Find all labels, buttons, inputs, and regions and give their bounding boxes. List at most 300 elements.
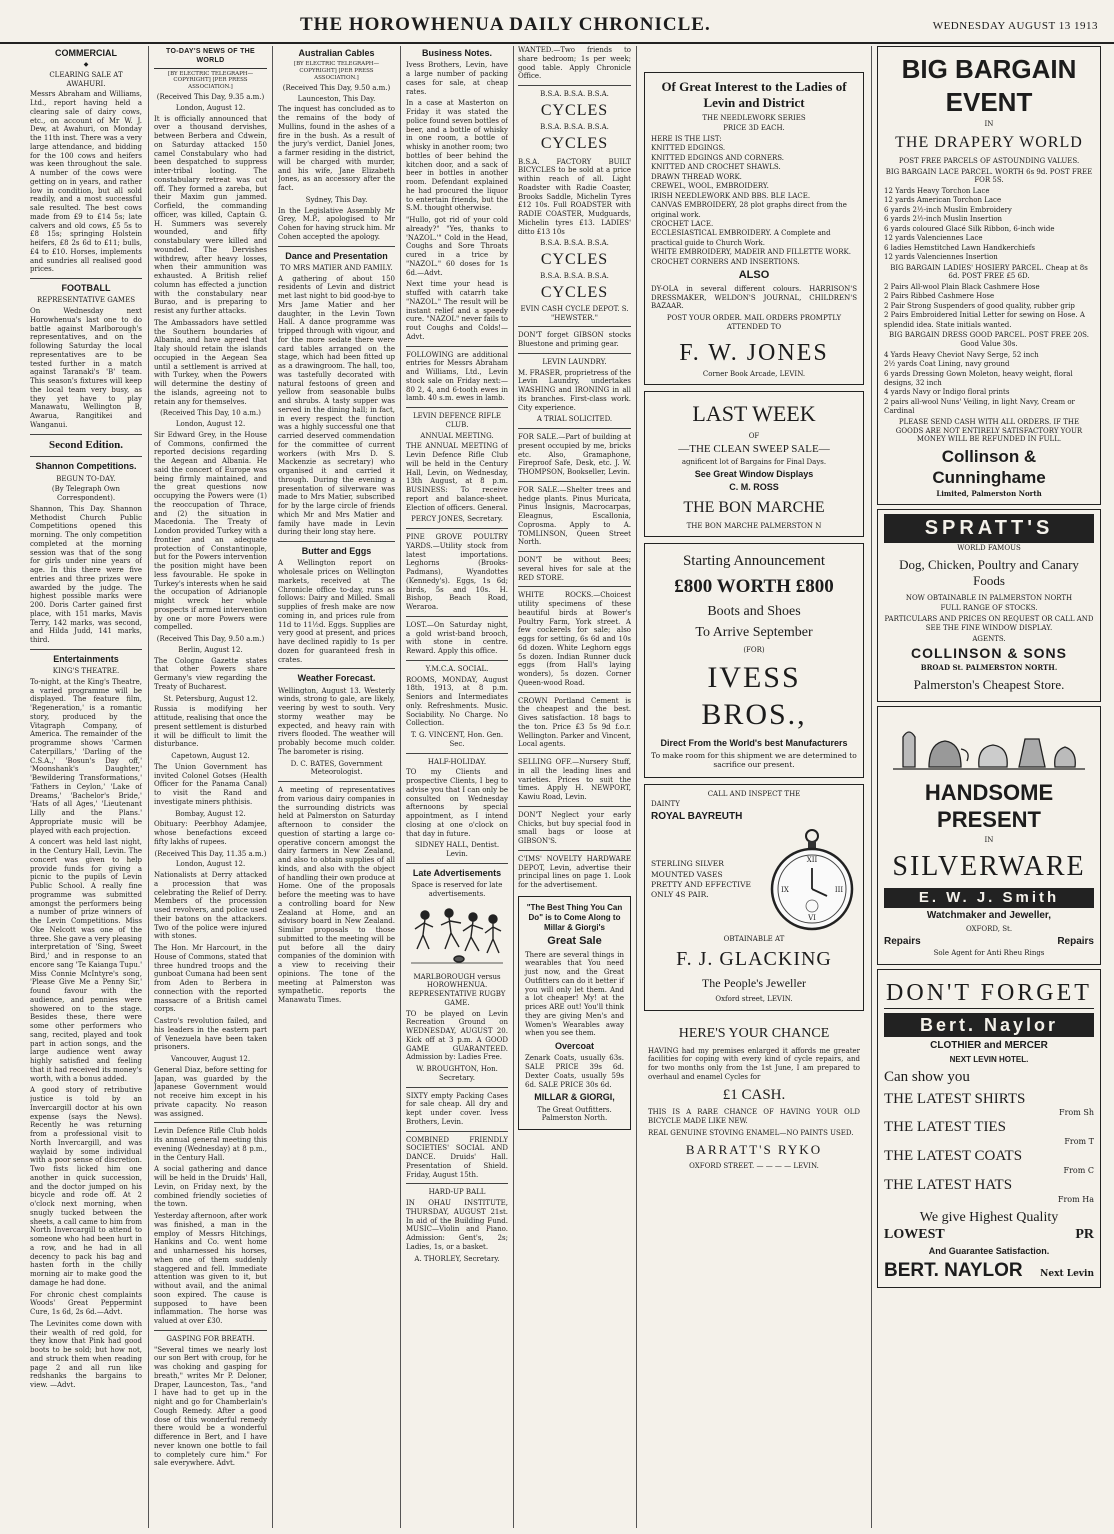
ad-subheading: THE NEEDLEWORK SERIES [702, 113, 806, 122]
silverware-list [651, 859, 767, 900]
subheading: HALF-HOLIDAY. [427, 757, 487, 766]
advertisement: M. FRASER, proprietress of the Levin Laundry, undertakes WASHING and IRONING in all its branches. First-class work. City experience. [518, 368, 631, 412]
ad-heading: F. J. GLACKING [676, 948, 832, 971]
advertisement: SIXTY empty Packing Cases for sale cheap. All dry and kept under cover. Ivess Brothers, Levin. [406, 1091, 508, 1126]
advertisement: B.S.A. FACTORY BUILT BICYCLES to be sold at a price within reach of all. Light Roadster with Radie Coaster, Brooks Saddle, Michelin Tyres £12 10s. Full ROADSTER with RADIE COASTER, Mudguards, Michelin tyres £13. LADIES' ditto £13 10s [518, 157, 631, 236]
section-heading: FOOTBALL [61, 283, 111, 293]
ad-heading: See Great Window Displays [694, 469, 814, 480]
advertisement: DON'T be without Bees; several hives for sale at the RED STORE. [518, 556, 631, 582]
dateline: Launceston, This Day. [297, 94, 376, 103]
advertisement: CROWN Portland Cement is the cheapest and the best. Gives satisfaction. 18 bags to the ton. Price £3 5s 9d f.o.r. Wellington. Parker and Vincent, Local agents. [518, 696, 631, 749]
advertisement: FOR SALE.—Part of building at present occupied by me, bricks etc. Also, Gramaphone, Fireproof Safe, Desk, etc. J. W. THOMPSON, Bookseller, Levin. [518, 433, 631, 476]
divider [278, 781, 395, 782]
ad-heading: "The Best Thing You Can Do" is to Come Along to Millar & Giorgi's [526, 902, 623, 932]
divider [30, 649, 142, 650]
section-heading: Entertainments [53, 653, 119, 664]
issue-date: WEDNESDAY AUGUST 13 1913 [932, 20, 1098, 32]
ad-line: THE LATEST TIES [884, 1119, 1006, 1136]
subheading: Y.M.C.A. SOCIAL. [425, 664, 489, 673]
notice-text: IN OHAU INSTITUTE, THURSDAY, AUGUST 21st. In aid of the Building Fund. MUSIC—Violin and Piano. Admission: Gent's, 2s; Ladies, 1s, or a basket. [406, 1199, 508, 1251]
ad-text: BIG BARGAIN LADIES' HOSIERY PARCEL. Cheap at 8s 6d. POST FREE £5 6D. [890, 263, 1088, 281]
dress-parcel-list [884, 351, 1094, 417]
newspaper-title: THE HOROWHENUA DAILY CHRONICLE. [300, 14, 711, 35]
ad-line: THE LATEST COATS [884, 1148, 1023, 1164]
advertisement: C'IMS' NOVELTY HARDWARE DEPOT, Levin, advertise their principal lines on page 1. Look for the advertisement. [518, 854, 631, 889]
column-rule [636, 46, 637, 1528]
list-item: CREWEL, WOOL, EMBROIDERY. [651, 182, 769, 191]
dateline: (Received This Day, 10 a.m.) [160, 409, 261, 418]
ad-text: DAINTY [651, 800, 680, 809]
divider [406, 660, 508, 661]
ad-heading: Starting Announcement [682, 553, 826, 570]
article-text: The Cologne Gazette states that other Powers share Germany's view regarding the Treaty of Bucharest. [154, 656, 267, 691]
ad-heading: Direct From the World's best Manufacturers [660, 737, 848, 748]
subheading: A TRIAL SOLICITED. [536, 415, 613, 424]
section-heading: Second Edition. [49, 438, 123, 451]
ad-text: POST FREE PARCELS OF ASTOUNDING VALUES. [898, 156, 1080, 165]
article-text: In a case at Masterton on Friday it was stated the police found seven bottles of beer, and a bottle of whisky in one room, a bottle of whisky in another room; two bottles of beer behind the kitchen door, and a sack of beer in bottles in another room. Defendant explained he had procured the liquor to entertain friends, but the S.M. thought otherwise. [406, 99, 508, 213]
subheading: TO MRS MATIER AND FAMILY. [280, 263, 393, 272]
subheading: ANNUAL MEETING. [420, 431, 494, 440]
article-text: The inquest has concluded as to the remains of the body of Mullins, found in the ashes of a fire in the bush. As a result of the jury's verdict, Daniel Jones, a farmer residing in the district, will be charged with murder, and his wife, Jane Elizabeth Jones, as an accessory after the fact. [278, 105, 395, 193]
dateline: (Received This Day, 9.35 a.m.) [156, 93, 265, 102]
advertisement: PINE GROVE POULTRY YARDS.—Utility stock from latest importations. Leghorns (Brooks-Padmans), Wyandottes (Kennedy's). Eggs, 1s 6d; birds, 5s and 10s. H. Bishop, Beach Road, Weraroa. [406, 533, 508, 611]
section-heading: COMMERCIAL [55, 48, 117, 58]
ad-heading: —THE CLEAN SWEEP SALE— [678, 442, 830, 455]
subheading: REPRESENTATIVE GAMES [36, 296, 135, 305]
repairs-label: Repairs [884, 935, 921, 947]
divider [518, 481, 631, 482]
ad-text: WORLD FAMOUS [957, 544, 1021, 553]
section-heading: Weather Forecast. [297, 673, 376, 684]
divider [406, 407, 508, 408]
ad-heading: ALSO [738, 269, 770, 282]
football-players-illustration [409, 905, 505, 967]
article-text: A Wellington report on wholesale prices on Wellington markets, received at The Chronicle office to-day, runs as follows: Dairy and Milled. Small supplies of fresh make are now coming in, and prices rule from 11d to 11½d. Eggs. Supplies are very good at present, and prices have declined rapidly to 1s per dozen for guaranteed fresh in crates. [278, 559, 395, 664]
ad-heading: COLLINSON & SONS [910, 645, 1067, 662]
article-text: In the Legislative Assembly Mr Grey, M.P., apologised to Mr Cohen for having struck him. Mr Cohen accepted the apology. [278, 206, 395, 241]
dateline: London, August 12. [175, 103, 246, 112]
divider [518, 428, 631, 429]
barratt-ad [642, 1017, 866, 1177]
ad-text: REAL GENUINE STOVING ENAMEL—NO PAINTS USED. [648, 1128, 854, 1137]
dateline: London, August 12. [175, 420, 246, 429]
ad-heading: IVESS BROS., [701, 660, 807, 732]
article-text: A meeting of representatives from various dairy companies in the surrounding districts was held at Palmerston on Saturday afternoon to consider the question of starting a large co-operative concern amongst the dairy farmers in New Zealand, and also to obtain supplies of all kinds, and also with the object of handling their own produce at Home. One of the proposals before the meeting was to have a controlling board for New Zealand at Home, and an advisory board in New Zealand. Similar proposals to those submitted to the meeting will be put before all the dairy companies of the dominion with a view to receiving their opinions. The tone of the meeting at Palmerston was sympathetic. reports the Manawatu Times. [278, 786, 395, 1005]
ad-price: From T [1064, 1137, 1094, 1146]
ad-text: BIG BARGAIN DRESS GOOD PARCEL. POST FREE 20S. Good Value 30s. [889, 331, 1089, 348]
hosiery-parcel-list [884, 283, 1094, 330]
article-text: The Ambassadors have settled the Southern boundaries of Albania, and have agreed that Italy should retain the islands occupied in the Aegean Sea until a settlement is arrived at with Turkey, when the Powers will determine the destiny of the islands, agreeing not to retain any for themselves. [154, 318, 267, 406]
list-item: 12 yards Valenciennes Lace [884, 234, 983, 243]
ad-heading: LAST WEEK [692, 401, 816, 427]
list-item: CROCHET LACE. [651, 219, 714, 228]
ad-price: From Sh [1059, 1108, 1094, 1118]
ivess-ad [644, 543, 864, 777]
advertisement: SELLING OFF.—Nursery Stuff, in all the leading lines and varieties. Prices to suit the times. Apply H. NEWPORT, Kawiu Road, Levin. [518, 758, 631, 801]
pocket-watch-icon [767, 826, 857, 934]
column-rule [400, 46, 401, 1528]
ad-text: agnificent lot of Bargains for Final Days. [681, 458, 827, 467]
list-item: 12 Yards Heavy Torchon Lace [884, 187, 990, 195]
dateline: Bombay, August 12. [175, 809, 246, 818]
ad-text: The Great Outfitters. Palmerston North. [537, 1105, 612, 1123]
ad-heading: SPRATT'S [884, 514, 1094, 543]
signature: A. THORLEY, Secretary. [414, 1254, 500, 1263]
ad-text: THE BON MARCHE PALMERSTON N [686, 521, 822, 530]
ad-heading: Boots and Shoes [707, 603, 801, 619]
advertisement: Next time your head is stuffed with catarrh take "NAZOL." The result will be instant relief and a speedy cure. "NAZOL" never fails to rout Coughs and Colds!—Advt. [406, 280, 508, 341]
dateline: Capetown, August 12. [171, 752, 250, 761]
list-item: 4 yards Navy or Indigo floral prints [884, 388, 1010, 397]
article-text: Nationalists at Derry attacked a procession that was celebrating the Relief of Derry. Members of the procession used revolvers, and police used their batons on the attackers. Two of the police were injured with stones. [154, 871, 267, 941]
ad-text: (FOR) [743, 645, 765, 654]
ad-heading: SILVERWARE [892, 850, 1086, 882]
list-item: CROCHET CORNERS AND INSERTIONS. [651, 257, 800, 266]
divider [154, 1330, 267, 1331]
ad-heading: Of Great Interest to the Ladies of Levin and District [661, 79, 847, 111]
svg-text:XII: XII [806, 855, 818, 864]
dateline: (Received This Day, 9.50 a.m.) [282, 83, 391, 92]
ad-heading: Collinson & Cunninghame [932, 447, 1046, 488]
article-text: Levin Defence Rifle Club holds its annual general meeting this evening (Wednesday) at 8 p.m., in the Century Hall. [154, 1127, 267, 1162]
ad-heading: THE BON MARCHE [683, 498, 825, 516]
list-item: STERLING SILVER [651, 859, 724, 869]
ad-heading: E. W. J. Smith [884, 888, 1094, 909]
column-4 [406, 46, 508, 1528]
ad-price: PRICE 3D EACH. [723, 124, 785, 133]
divider [30, 434, 142, 435]
advertisement: FOR SALE.—Shelter trees and hedge plants. Pinus Muricata, Pinus Insignis, Macrocarpas, Eleagnus, Escallonia, Coprosma. Apply to A. TOMLINSON, Queen Street North. [518, 485, 631, 547]
ad-heading: Bert. Naylor [884, 1013, 1094, 1038]
section-heading: Butter and Eggs [301, 546, 372, 557]
subheading: LEVIN LAUNDRY. [542, 357, 607, 366]
article-text: Shannon, This Day. Shannon Methodist Church Public Competitions opened this morning. The only competition completed at the morning session was that of the song for girls under nine years of age. In this there were five entries and three prizes were awarded by the judge. The highest possible marks were 200. Doris Carter gained first place, with 151 marks, Mavis Terry, 142 marks, was second, and Hilda Judd, 141 marks, third. [30, 504, 142, 644]
column-6 [642, 46, 866, 1528]
advertisement: DON'T forget GIBSON stocks Bluestone and priming gear. [518, 331, 631, 348]
article-text: Russia is modifying her attitude, realising that once the present settlement is disturbed it will be difficult to limit the disturbance. [154, 705, 267, 749]
divider [518, 551, 631, 552]
list-item: IRISH NEEDLEWORK AND BBS. BLE LACE. [651, 191, 811, 200]
column-7 [877, 46, 1101, 1528]
list-item: 2 Pairs Ribbed Cashmere Hose [884, 292, 995, 301]
ad-text: AGENTS. [972, 634, 1006, 643]
signature: SIDNEY HALL, Dentist. Levin. [414, 841, 500, 858]
column-rule [513, 46, 514, 1528]
section-heading: Australian Cables [298, 48, 375, 58]
section-heading: Dance and Presentation [285, 250, 388, 261]
ad-text: HAVING had my premises enlarged it affords me greater facilities for coping with every kind of cycle repairs, and for two months only from the 1st June, I am prepared to overhaul and enamel Cycles for [648, 1046, 860, 1081]
subheading: CLEARING SALE AT AWAHURI. [49, 70, 123, 88]
article-text: Wellington, August 13. Westerly winds, strong to gale, are likely, veering by west to south. Very stormy weather may be expected, and heavy rain with rivers flooded. The weather will probably become much colder. The barometer is rising. [278, 686, 395, 756]
divider [518, 692, 631, 693]
masthead [0, 0, 1114, 44]
ad-text: NOW OBTAINABLE IN PALMERSTON NORTH [905, 593, 1073, 602]
ad-line [884, 1259, 1094, 1283]
dateline: Sydney, This Day. [305, 195, 368, 204]
ad-heading: HANDSOME PRESENT [924, 779, 1054, 833]
column-rule [272, 46, 273, 1528]
ad-text: Sole Agent for Anti Rheu Rings [933, 949, 1045, 957]
list-item: HERE IS THE LIST: [651, 135, 722, 143]
ad-heading: And Guarantee Satisfaction. [928, 1245, 1050, 1256]
list-item: WHITE EMBROIDERY, MADEIR AND FILLETTE WORK. [651, 248, 851, 257]
divider [518, 753, 631, 754]
divider [30, 456, 142, 457]
ad-text: OBTAINABLE AT [723, 934, 785, 943]
dateline: St. Petersburg, August 12. [163, 694, 258, 703]
ad-heading: BERT. NAYLOR [884, 1259, 1023, 1281]
ad-heading: C. M. ROSS [729, 482, 779, 493]
divider [518, 326, 631, 327]
list-item: 2 Pairs Embroidered Initial Letter for sewing on Hose. A splendid idea. State initials wanted. [884, 311, 1085, 329]
millar-giorgi-ad [518, 896, 631, 1130]
clean-sweep-ad [644, 391, 864, 537]
notice-text: TO my Clients and prospective Clients, I beg to advise you that I can only be consulted on Wednesday afternoons by special appointment, as I intend closing at one o'clock on that day in future. [406, 768, 508, 838]
ad-text: THIS IS A RARE CHANCE OF HAVING YOUR OLD BICYCLE MADE LIKE NEW. [648, 1108, 860, 1126]
advertisement: COMBINED FRIENDLY SOCIETIES' SOCIAL AND DANCE. Druids' Hall. Presentation of Shield. Friday, August 15th. [406, 1135, 508, 1179]
divider [518, 850, 631, 851]
list-item: 2 pairs all-wool Nuns' Veiling, in light Navy, Cream or Cardinal [884, 397, 1075, 416]
ad-heading: Great Sale [547, 934, 602, 947]
list-item: MOUNTED VASES [651, 869, 723, 879]
article-text: A gathering of about 150 residents of Levin and district met last night to bid good-bye to Mrs Jame Matier and her daughter, in the Levin Town Hall. A dance programme was tripped through with vigour, and for the more sedate there were card tables arranged on the stage, which had been fitted up as a drawingroom. The hall, too, was tastefully decorated with natural festoons of green and yellow from seasonable bulbs and shrubs. A tasty supper was served in the dining hall; in fact, in every respect the function was a highly successful one that carried deserved commendation for the committee of current workers (with Mrs D. S. Mackenzie as secretary) who organised it and carried it through. During the evening a presentation of silverware was made to Mrs Matier, subscribed for by the large circle of friends which Mr and Mrs Matier and family have made in Levin during their long stay here. [278, 274, 395, 537]
article-text: The Hon. Mr Harcourt, in the House of Commons, stated that three hundred troops and the gunboat Cumana had been sent from Aden to Berbera in connection with the reported massacre of a British camel corps. [154, 944, 267, 1014]
ad-text: BROAD St. PALMERSTON NORTH. [920, 662, 1058, 672]
article-text: A concert was held last night, in the Century Hall, Levin. The concert was given to help provide funds for giving a picnic to the pupils of Levin Public School. A really fine programme was submitted amongst the performers being a number of prize winners of the Levin Competitions. Miss Oke Nelcott was one of the three. She gave a very pleasing interpretation of 'Sing, Sweet Bird,' and in response to an encore sang 'Te Kaianga Tupu.' Miss Connie McIntyre's song, 'Please Give Me a Penny Sir,' found favour with the audience, and pennies were showered on to the stage. Besides these, there were some other performers who sang, recited, played and took part in action songs, and the large audience went away highly satisfied and feeling that it had received its money's worth, with a bonus added. [30, 838, 142, 1083]
subheading: GASPING FOR BREATH. [166, 1334, 255, 1343]
ad-heading: Palmerston's Cheapest Store. [913, 676, 1065, 692]
cycles-heading: CYCLES [540, 101, 609, 119]
ad-text: There are several things in wearables that You need just now, and the Great Outfitters can do it better if you will only let them. And a lot cheaper! My! at the prices ARE out! You'll think they are giving Men's and Women's Wearables away when you see them. [525, 950, 624, 1038]
advertisement: DON'T Neglect your early Chicks, but buy special food in small bags or loose at GIBSON'S. [518, 810, 631, 845]
ad-text: POST YOUR ORDER. MAIL ORDERS PROMPTLY ATTENDED TO [666, 314, 842, 331]
ad-price: From C [1063, 1165, 1094, 1175]
ad-heading: Watchmaker and Jeweller, [926, 910, 1052, 922]
ad-heading: THE DRAPERY WORLD [895, 133, 1083, 151]
divider [406, 863, 508, 864]
notice-text: TO be played on Levin Recreation Ground on WEDNESDAY, AUGUST 20. Kick off at 3 p.m. A GOOD GAME GUARANTEED. Admission by: Ladies Free. [406, 1009, 508, 1062]
collinson-drapery-ad [877, 46, 1101, 505]
svg-text:III: III [834, 885, 844, 894]
ad-heading: HERE'S YOUR CHANCE [678, 1026, 830, 1042]
article-text: Messrs Abraham and Williams, Ltd., report having held a clearing sale of dairy cows, etc., on account of Mr W. J. Dew, at Awahuri, on Monday the 11th inst. There was a very large attendance, and bidding for the 100 cows and heifers was keen throughout the sale. A number of the cows were getting on in years, and rather low in condition, but all sold readily, and a most successful sale resulted. The best cows made from £9 to £14 5s; late calvers and old cows, £5 5s to £8 15s; springing Holstein heifers, £8 2s 6d to £11; bulls, £4 to £10. Horses, implements and sundries all realised good prices. [30, 90, 142, 274]
smith-ad [877, 706, 1101, 965]
byline: [BY ELECTRIC TELEGRAPH—COPYRIGHT] [PER PRESS ASSOCIATION.] [293, 61, 380, 81]
advertisement: The Levinites come down with their wealth of red gold, for they know that Pink had good boots to be sold; but how not, and struck them when reading page 2 and all run like redshanks the bargains to view. —Advt. [30, 1319, 142, 1389]
ad-line: THE LATEST HATS [884, 1176, 1013, 1193]
article-text: A good story of retributive justice is told by an Invercargill doctor at his own expense (says the News). Recently he was returning from a professional visit to North Invercargill, and was waylaid by some individual with a poor sense of discretion. Two fists licked him one another in quick succession, and the doctor jumped on his bicycle and rode off. At 2 o'clock next morning, when snugly tucked between the sheets, a call came to him from North Invercargill to attend to someone who had been hurt in a row, and he had in all decency to pack his bag and hasten forth in the chilly morning air to make good the damage he had done. [30, 1086, 142, 1287]
divider [278, 541, 395, 542]
list-item: 6 yards coloured Glacé Silk Ribbon, 6-inch wide [884, 224, 1055, 233]
bsa-banner: B.S.A. B.S.A. B.S.A. [540, 90, 609, 98]
ad-text: PARTICULARS AND PRICES ON REQUEST OR CALL AND SEE THE FINE WINDOW DISPLAY. [884, 615, 1094, 632]
list-item: ONLY 4S PAIR. [651, 889, 709, 899]
svg-text:VI: VI [808, 913, 816, 922]
divider [518, 85, 631, 86]
divider [406, 1131, 508, 1132]
ad-heading: ROYAL BAYREUTH [651, 811, 743, 823]
subheading: MARLBOROUGH versus HOROWHENUA. REPRESENTATIVE RUGBY GAME. [408, 972, 506, 1007]
byline: (By Telegraph Own Correspondent). [51, 485, 121, 502]
ad-text: Zenark Coats, usually 63s. SALE PRICE 39s 6d. Dexter Coats, usually 59s 6d. SALE PRICE 30s 6d. [525, 1054, 624, 1089]
divider [278, 246, 395, 247]
notice-text: ROOMS, MONDAY, August 18th, 1913, at 8 p.m. Seniors and Intermediates only. Refreshments. Music. Sociability. No Charge. No Collection. [406, 675, 508, 728]
glacking-ad [644, 784, 864, 1012]
ad-text: Next Levin [1040, 1268, 1094, 1279]
advertisement: WANTED.—Two friends to share bedroom; 1s per week; good table. Apply Chronicle Office. [518, 46, 631, 81]
ad-heading: £800 WORTH £800 [674, 576, 834, 598]
ad-text: BIG BARGAIN LACE PARCEL. WORTH 6s 9d. POST FREE FOR 5S. [885, 167, 1093, 185]
column-5 [518, 46, 631, 1528]
byline: [BY ELECTRIC TELEGRAPH—COPYRIGHT] [PER PRESS ASSOCIATION.] [167, 70, 254, 91]
list-item: 2½ yards Coat Lining, navy ground [884, 360, 1010, 369]
column-1 [30, 46, 142, 1528]
divider [154, 1122, 267, 1123]
subheading: KING'S THEATRE. [52, 667, 120, 675]
article-text: General Diaz, before setting for Japan, was guarded by the Japanese Government would not receive him except in his private capacity. No reason was assigned. [154, 1065, 267, 1118]
notice-text: THE ANNUAL MEETING of Levin Defence Rifle Club will be held in the Century Hall, Levin, on Wednesday, 13th August, at 8 p.m. BUSINESS: To receive report and balance-sheet. Election of officers. General. [406, 442, 508, 512]
ad-price: From Ha [1057, 1194, 1094, 1204]
article-text: A social gathering and dance will be held in the Druids' Hall, Levin, on Friday next, by the combined friendly societies of the town. [154, 1165, 267, 1209]
silverware-illustration [889, 717, 1089, 773]
list-item: 6 yards 2½-inch Muslin Insertion [884, 215, 1003, 224]
ad-text: DY-OLA in several different colours. HARRISON'S DRESSMAKER, WELDON'S JOURNAL, CHILDREN'S BAZAAR. [651, 284, 857, 311]
signature: PERCY JONES, Secretary. [411, 515, 503, 524]
ad-text: PLEASE SEND CASH WITH ALL ORDERS. IF THE GOODS ARE NOT ENTIRELY SATISFACTORY YOUR MONEY WILL BE REFUNDED IN FULL. [895, 417, 1083, 444]
ad-text: Can show you [884, 1068, 970, 1085]
bsa-banner: B.S.A. B.S.A. B.S.A. [540, 122, 609, 131]
column-rule [148, 46, 149, 1528]
divider [406, 1087, 508, 1088]
list-item: KNITTED AND CROCHET SHAWLS. [651, 163, 781, 172]
divider [406, 1183, 508, 1184]
naylor-ad [877, 969, 1101, 1288]
subheading: HARD-UP BALL [428, 1188, 486, 1197]
column-rule [871, 46, 872, 1528]
needlework-list [651, 135, 857, 267]
repairs-row [884, 936, 1094, 949]
section-heading: Shannon Competitions. [35, 461, 137, 472]
subheading: BEGUN TO-DAY. [56, 474, 116, 483]
ad-text: OXFORD STREET. — — — — LEVIN. [689, 1161, 819, 1170]
ad-heading: CLOTHIER and MERCER [930, 1040, 1048, 1052]
list-item: 6 yards 2½-inch Muslin Embroidery [884, 205, 1012, 214]
dateline: Vancouver, August 12. [170, 1055, 251, 1064]
section-heading: TO-DAY'S NEWS OF THE WORLD [154, 48, 267, 69]
signature: EVIN CASH CYCLE DEPOT. S. "HEWSTER." [520, 304, 629, 322]
article-text: The Union Government has invited Colonel Gotses (Health Officer for the Panama Canal) to visit the Rand and investigate miners phthisis. [154, 762, 267, 806]
divider [406, 616, 508, 617]
divider [518, 586, 631, 587]
divider [278, 668, 395, 669]
list-item: KNITTED EDGINGS AND CORNERS. [651, 153, 785, 162]
ad-heading: F. W. JONES [679, 339, 829, 366]
column-2 [154, 46, 267, 1528]
divider [406, 753, 508, 754]
list-item: CANVAS EMBROIDERY, 28 plot graphs direct from the original work. [651, 201, 847, 219]
watch-block [651, 826, 857, 934]
divider [406, 528, 508, 529]
ad-heading: Overcoat [554, 1041, 595, 1051]
bsa-banner: B.S.A. B.S.A. B.S.A. [540, 272, 609, 280]
article-text: Ivess Brothers, Levin, have a large number of packing cases for sale, at cheap rates. [406, 61, 508, 96]
ad-text: We give Highest Quality [919, 1209, 1059, 1225]
divider [406, 346, 508, 347]
ad-text: FULL RANGE OF STOCKS. [940, 604, 1038, 613]
ad-heading: BARRATT'S RYKO [685, 1141, 823, 1157]
advertisement: "Several times we nearly lost our son Bert with croup, for he was choking and gasping for breath," writes Mr P. Deloner, Draper, Launceston, Tas., "and I have had to get up in the night and go for Chamberlain's Cough Remedy. After a good dose of this wonderful remedy there would be a wonderful difference in Bert, and I have never known one bottle to fail to completely cure him." For sale everywhere. Advt. [154, 1345, 267, 1468]
cycles-heading: CYCLES [540, 283, 609, 301]
advertisement: "Hullo, got rid of your cold already?" "Yes, thanks to 'NAZOL.'" Cold in the Head, Coughs and Sore Throats cured in a trice by "NAZOL." 60 doses for 1s 6d.—Advt. [406, 216, 508, 277]
subheading: LEVIN DEFENCE RIFLE CLUB. [412, 412, 502, 429]
list-item: 6 yards Dressing Gown Moleton, heavy weight, floral designs, 32 inch [884, 369, 1073, 387]
list-item: 6 ladies Hemstitched Lawn Handkerchiefs [884, 243, 1035, 252]
bsa-banner: B.S.A. B.S.A. B.S.A. [540, 239, 609, 248]
advertisement: FOLLOWING are additional entries for Messrs Abraham and Williams, Ltd., Levin stock sale on Friday next:— 80 2, 4, and 6-tooth ewes in lamb. 40 s.m. ewes in lamb. [406, 350, 508, 403]
article-text: It is officially announced that over a thousand dervishes, between Berbera and Cdwein, on Saturday attacked 150 camel Constabulary who had been despatched to suppress inter-tribal looting. The constabulary retreat was cut off. They formed a zareba, but their Maxim gun jammed. Corfield, the commanding officer, was killed, Captain G. H. Summers was severely wounded, and fifty constabulary were killed and wounded. The Dervishes withdrew, after heavy losses, when their ammunition was exhausted. A British relief column has effected a junction with the constabulary near Burao, and is preparing to resist any further attacks. [154, 114, 267, 316]
advertisement: For chronic chest complaints Woods' Great Peppermint Cure, 1s 6d, 2s 6d.—Advt. [30, 1290, 142, 1316]
section-heading: Late Advertisements [412, 867, 502, 878]
list-item: 12 yards American Torchon Lace [884, 196, 1002, 205]
list-item: ECCLESIASTICAL EMBROIDERY. A Complete and practical guide to Church Work. [651, 229, 831, 247]
ad-heading: DON'T FORGET [884, 978, 1094, 1009]
spratts-ad [877, 509, 1101, 702]
ad-text: IN [984, 120, 994, 128]
dateline: (Received This Day, 11.35 a.m.) [154, 849, 267, 858]
dateline: Berlin, August 12. [178, 645, 243, 654]
ad-text: PR [1075, 1227, 1094, 1242]
lace-parcel-list [884, 187, 1094, 263]
article-text: Obituary: Peerbhoy Adamjee, whose benefactions exceed fifty lakhs of rupees. [154, 820, 267, 846]
list-item: 12 yards Valenciennes Insertion [884, 253, 998, 262]
signature: D. C. BATES, Government Meteorologist. [290, 759, 383, 777]
advertisement: WHITE ROCKS.—Choicest utility specimens of these beautiful birds at Bower's Poultry Farm, York street. A few cockerels for sale; also eggs for setting, 6s 6d and 10s 6d dozen. White Leghorn eggs 5s dozen. Indian Runner duck eggs (from Hall's laying wonders), 5s dozen. Corner Queen-wood Road. [518, 591, 631, 687]
ad-text: OXFORD, St. [965, 924, 1013, 933]
divider [518, 353, 631, 354]
cycles-heading: CYCLES [540, 134, 609, 152]
repairs-label: Repairs [1057, 935, 1094, 947]
ad-line [884, 1226, 1094, 1244]
ad-heading: BIG BARGAIN EVENT [901, 54, 1077, 117]
ad-text: OF [748, 431, 760, 440]
ad-heading: £1 CASH. [722, 1086, 786, 1103]
article-text: To-night, at the King's Theatre, a varied programme will be displayed. The feature film, 'Regeneration,' is a romantic story, produced by the Vitagraph Company, of America. The remainder of the programme shows 'Carmen Caterpillars,' 'Darling of the C.S.A.,' 'Bosun's Day off,' 'Moonshank's Daughter,' 'Bewildering Transformations,' 'Fathers in Ceylon,' 'Lake of Dreams,' 'Bachelor's Bride,' 'Hats of all Ages,' 'Lieutenant Lilly and the Plans.' Appropriate music will be played with each projection. [30, 677, 142, 835]
ad-line: THE LATEST SHIRTS [884, 1090, 1026, 1107]
ad-text: To make room for this shipment we are determined to sacrifice our present. [651, 750, 857, 770]
article-text: Castro's revolution failed, and his leaders in the eastern part of Venezuela have been taken prisoners. [154, 1017, 267, 1052]
ad-text: Limited, Palmerston North [936, 488, 1042, 498]
subheading: Space is reserved for late advertisements. [411, 881, 503, 898]
ad-heading: To Arrive September [695, 625, 813, 641]
column-3 [278, 46, 395, 1528]
list-item: 2 Pairs All-wool Plain Black Cashmere Hose [884, 283, 1040, 291]
ad-heading: NEXT LEVIN HOTEL. [949, 1054, 1029, 1064]
ad-text: LOWEST [884, 1227, 945, 1242]
list-item: PRETTY AND EFFECTIVE [651, 879, 751, 889]
article-text: On Wednesday next Horowhenua's last one to do battle against Marlborough's representatives, and on the following Saturday the local representatives are to be tested further in a match against Taranaki's 'B' team. This season's fixtures will keep the local team very busy, as they yet have to play Manawatu, Wellington B, Awarua, Rangitikei and Wanganui. [30, 307, 142, 429]
ad-heading: Dog, Chicken, Poultry and Canary Foods [899, 557, 1079, 589]
signature: W. BROUGHTON, Hon. Secretary. [416, 1065, 498, 1082]
divider [518, 806, 631, 807]
cycles-heading: CYCLES [540, 251, 609, 268]
divider: ◆ [83, 61, 89, 69]
section-heading: Business Notes. [421, 48, 493, 58]
ad-text: Oxford street, LEVIN. [715, 995, 793, 1004]
divider [30, 278, 142, 279]
ad-text: IN [984, 835, 994, 844]
ad-heading: The People's Jeweller [701, 976, 807, 991]
